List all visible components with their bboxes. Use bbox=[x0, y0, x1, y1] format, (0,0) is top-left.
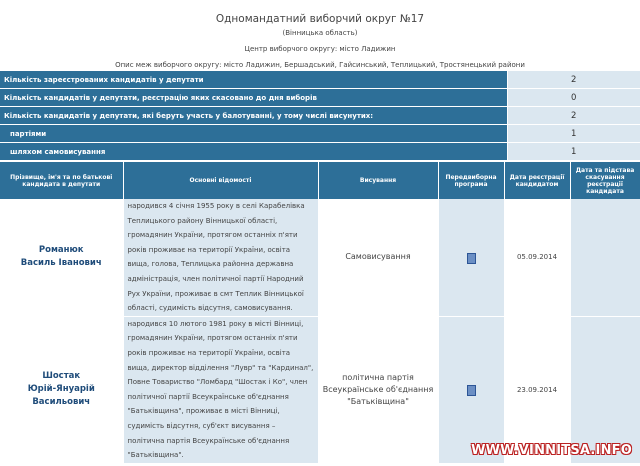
candidate-nomination: Самовисування bbox=[318, 199, 438, 316]
stats-row bbox=[0, 107, 640, 125]
registration-date: 05.09.2014 bbox=[504, 199, 570, 316]
stat-value: 0 bbox=[507, 89, 640, 107]
col-header-reg-date: Дата реєстрації кандидатом bbox=[504, 162, 570, 199]
col-header-nomination: Висування bbox=[318, 162, 438, 199]
candidate-given-name[interactable]: Василь Іванович bbox=[20, 258, 102, 269]
program-cell[interactable] bbox=[438, 199, 504, 316]
stats-row bbox=[0, 143, 640, 161]
table-row bbox=[0, 199, 640, 316]
program-cell[interactable] bbox=[438, 316, 504, 463]
candidate-surname[interactable]: Шостак bbox=[42, 371, 81, 382]
col-header-cancel: Дата та підстава скасування реєстрації кандидата bbox=[570, 162, 640, 199]
stat-value: 1 bbox=[507, 125, 640, 143]
candidate-nomination: політична партія Всеукраїнське об'єднання "Батьківщина" bbox=[318, 316, 438, 463]
table-row bbox=[0, 316, 640, 463]
district-region: (Вінницька область) bbox=[282, 29, 358, 37]
site-watermark: WWW.VINNITSA.INFO bbox=[471, 443, 632, 458]
stat-value: 1 bbox=[507, 143, 640, 161]
table-header-row bbox=[0, 162, 640, 199]
district-description: Опис меж виборчого округу: місто Ладижин, Бершадський, Гайсинський, Теплицький, Тростянецький райони bbox=[115, 61, 525, 69]
document-icon[interactable] bbox=[467, 385, 476, 396]
candidate-surname[interactable]: Романюк bbox=[38, 245, 84, 256]
col-header-name: Прізвище, ім'я та по батькові кандидата в депутати bbox=[0, 162, 123, 199]
stats-row bbox=[0, 125, 640, 143]
col-header-program: Передвиборна програма bbox=[438, 162, 504, 199]
stat-value: 2 bbox=[507, 107, 640, 125]
page-header bbox=[0, 0, 640, 70]
stats-row bbox=[0, 89, 640, 107]
candidates-table bbox=[0, 162, 640, 464]
candidate-info: народився 4 січня 1955 року в селі Карабелівка Теплицького району Вінницької області, громадянин України, протягом останніх п'яти років проживає на території України, освіта вища, голова, Теплицька районна державна адміністрація, член політичної партії Народний Рух України, проживає в смт Теплик Вінницької області, судимість відсутня, самовисування. bbox=[123, 199, 318, 316]
registration-date: 23.09.2014 bbox=[504, 316, 570, 463]
district-center: Центр виборчого округу: місто Ладижин bbox=[244, 45, 396, 53]
candidate-name[interactable] bbox=[0, 316, 123, 463]
cancellation-info bbox=[570, 199, 640, 316]
stat-value: 2 bbox=[507, 71, 640, 89]
candidate-info: народився 10 лютого 1981 року в місті Вінниці, громадянин України, протягом останніх п'яти років проживає на території України, освіта вища, директор відділення "Лувр" та "Кардинал", Повне Товариство "Ломбард "Шостак і Ко", член політичної партії Всеукраїнське об'єднання "Батьківщина", проживає в місті Вінниці, судимість відсутня, суб'єкт висування – політична партія Всеукраїнське об'єднання "Батьківщина". bbox=[123, 316, 318, 463]
stat-label: Кількість кандидатів у депутати, які беруть участь у балотуванні, у тому числі висунутих: bbox=[0, 107, 507, 125]
district-title: Одномандатний виборчий округ №17 bbox=[215, 13, 425, 25]
stat-label: партіями bbox=[0, 125, 507, 143]
candidate-name[interactable] bbox=[0, 199, 123, 316]
document-icon[interactable] bbox=[467, 253, 476, 264]
cancellation-info bbox=[570, 316, 640, 463]
stats-row bbox=[0, 71, 640, 89]
stat-label: Кількість зареєстрованих кандидатів у депутати bbox=[0, 71, 507, 89]
candidate-given-name[interactable]: Юрій-Януарій Васильович bbox=[27, 384, 95, 408]
col-header-info: Основні відомості bbox=[123, 162, 318, 199]
stat-label: шляхом самовисування bbox=[0, 143, 507, 161]
stat-label: Кількість кандидатів у депутати, реєстрацію яких скасовано до дня виборів bbox=[0, 89, 507, 107]
stats-table bbox=[0, 71, 640, 161]
